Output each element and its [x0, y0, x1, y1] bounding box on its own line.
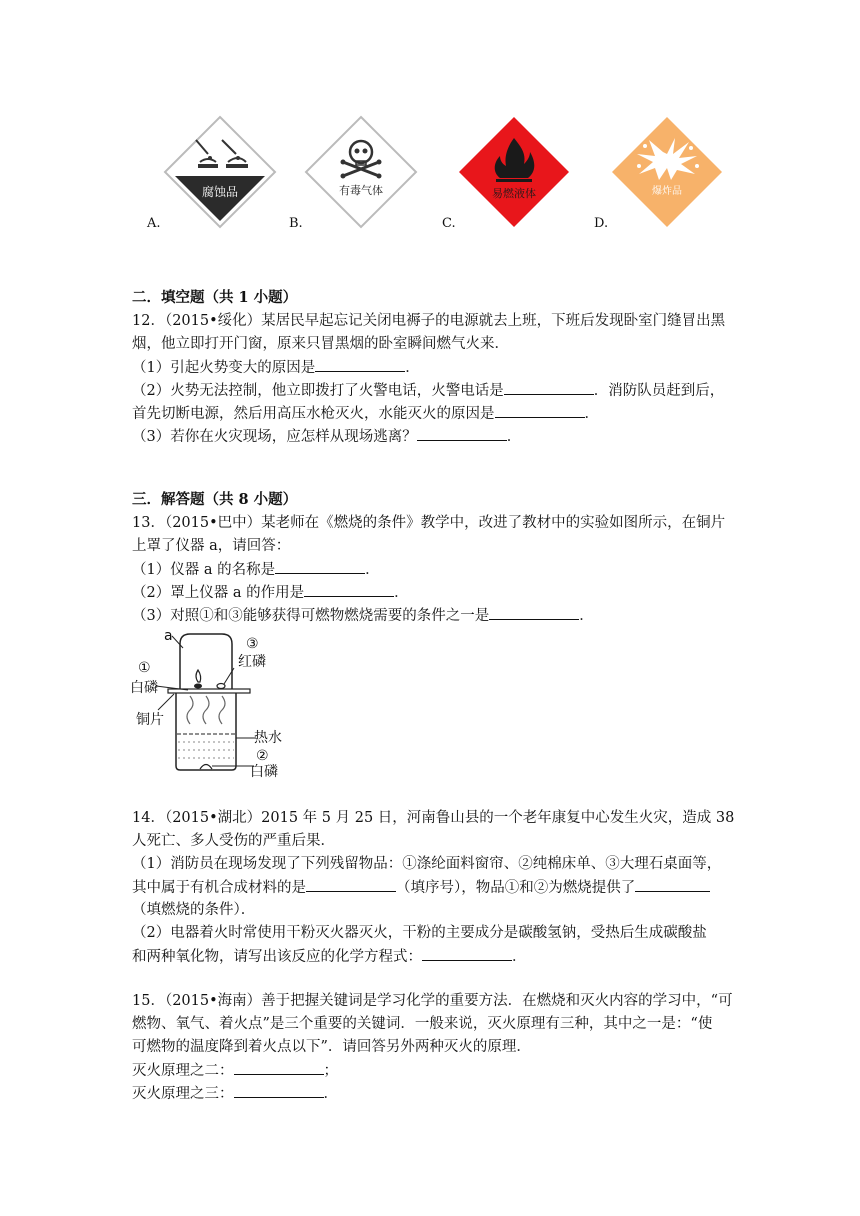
answer-blank[interactable]	[495, 403, 585, 418]
answer-blank[interactable]	[234, 1083, 324, 1098]
corrosive-sign-icon	[162, 114, 278, 230]
q12-part1: （1）引起火势变大的原因是 ．	[132, 357, 420, 378]
label-circle-2: ②	[256, 748, 269, 764]
q13-stem-line1: 13．（2015•巴中）某老师在《燃烧的条件》教学中，改进了教材中的实验如图所示，在铜片	[132, 515, 726, 531]
answer-blank[interactable]	[422, 946, 512, 961]
section2-heading: 二．填空题（共 1 小题）	[132, 289, 298, 306]
flame-icon	[196, 670, 201, 682]
answer-blank[interactable]	[304, 582, 394, 597]
q15-stem-line2: 燃物、氧气、着火点”是三个重要的关键词．一般来说，灭火原理有三种，其中之一是：“使	[132, 1016, 713, 1032]
label-circle-3: ③	[246, 636, 259, 652]
q15-stem-line3: 可燃物的温度降到着火点以下”．请回答另外两种灭火的原理．	[132, 1039, 531, 1055]
label-circle-1: ①	[138, 660, 151, 676]
option-letter: A.	[147, 216, 161, 231]
q14-stem-line2: 人死亡、多人受伤的严重后果．	[132, 833, 335, 849]
q13-part2: （2）罩上仪器 a 的作用是 ．	[132, 582, 409, 603]
answer-blank[interactable]	[489, 605, 579, 620]
q14-stem-line1: 14．（2015•湖北）2015 年 5 月 25 日，河南鲁山县的一个老年康复中心发生火灾，造成 38	[132, 810, 735, 826]
q12-stem-line1: 12．（2015•绥化）某居民早起忘记关闭电褥子的电源就去上班，下班后发现卧室门缝冒出黑	[132, 313, 726, 329]
q12-part3: （3）若你在火灾现场，应怎样从现场逃离？ ．	[132, 426, 521, 447]
option-letter: B.	[289, 216, 303, 231]
flammable-liquid-sign-icon	[456, 114, 572, 230]
q13-part3: （3）对照①和③能够获得可燃物燃烧需要的条件之一是 ．	[132, 605, 594, 626]
q14-part2-cont: 和两种氧化物，请写出该反应的化学方程式： ．	[132, 946, 527, 967]
answer-blank[interactable]	[306, 877, 396, 892]
answer-blank[interactable]	[635, 877, 710, 892]
label-hot-water: 热水	[254, 730, 282, 746]
label-copper-sheet: 铜片	[136, 712, 164, 728]
combustion-apparatus-figure	[128, 628, 294, 780]
answer-blank[interactable]	[234, 1060, 324, 1075]
label-white-phosphorus-bottom: 白磷	[250, 764, 278, 780]
answer-blank[interactable]	[275, 559, 365, 574]
label-white-phosphorus-top: 白磷	[130, 680, 158, 696]
sign-text: 腐蚀品	[201, 185, 239, 199]
q15-part1: 灭火原理之二： ；	[132, 1060, 338, 1081]
q12-part2: （2）火势无法控制，他立即拨打了火警电话，火警电话是 ．消防队员赶到后，	[132, 380, 724, 401]
answer-blank[interactable]	[504, 380, 594, 395]
q14-part1-end: （填燃烧的条件）．	[132, 902, 256, 918]
q15-part2: 灭火原理之三： ．	[132, 1083, 338, 1104]
q14-part2: （2）电器着火时常使用干粉灭火器灭火，干粉的主要成分是碳酸氢钠，受热后生成碳酸盐	[132, 925, 707, 941]
q14-part1: （1）消防员在现场发现了下列残留物品：①涤纶面料窗帘、②纯棉床单、③大理石桌面等，	[132, 856, 722, 872]
sign-text: 有毒气体	[339, 184, 383, 197]
sign-text: 易燃液体	[492, 187, 536, 200]
q13-stem-line2: 上罩了仪器 a，请回答：	[132, 538, 291, 554]
label-red-phosphorus: 红磷	[238, 654, 266, 670]
q13-part1: （1）仪器 a 的名称是 ．	[132, 559, 380, 580]
sign-text: 爆炸品	[652, 186, 682, 197]
q12-part2-cont: 首先切断电源，然后用高压水枪灭火，水能灭火的原因是 ．	[132, 403, 599, 424]
answer-blank[interactable]	[417, 426, 507, 441]
option-letter: D.	[594, 216, 609, 231]
label-a: a	[164, 628, 173, 644]
q14-part1-cont: 其中属于有机合成材料的是 （填序号），物品①和②为燃烧提供了	[132, 877, 710, 898]
option-letter: C.	[442, 216, 456, 231]
section3-heading: 三．解答题（共 8 小题）	[132, 491, 298, 508]
explosive-sign-icon	[609, 114, 725, 230]
q12-stem-line2: 烟，他立即打开门窗，原来只冒黑烟的卧室瞬间燃气火来．	[132, 336, 509, 352]
answer-blank[interactable]	[315, 357, 405, 372]
q15-stem-line1: 15．（2015•海南）善于把握关键词是学习化学的重要方法．在燃烧和灭火内容的学习中，“可	[132, 993, 733, 1009]
toxic-gas-sign-icon	[303, 114, 419, 230]
